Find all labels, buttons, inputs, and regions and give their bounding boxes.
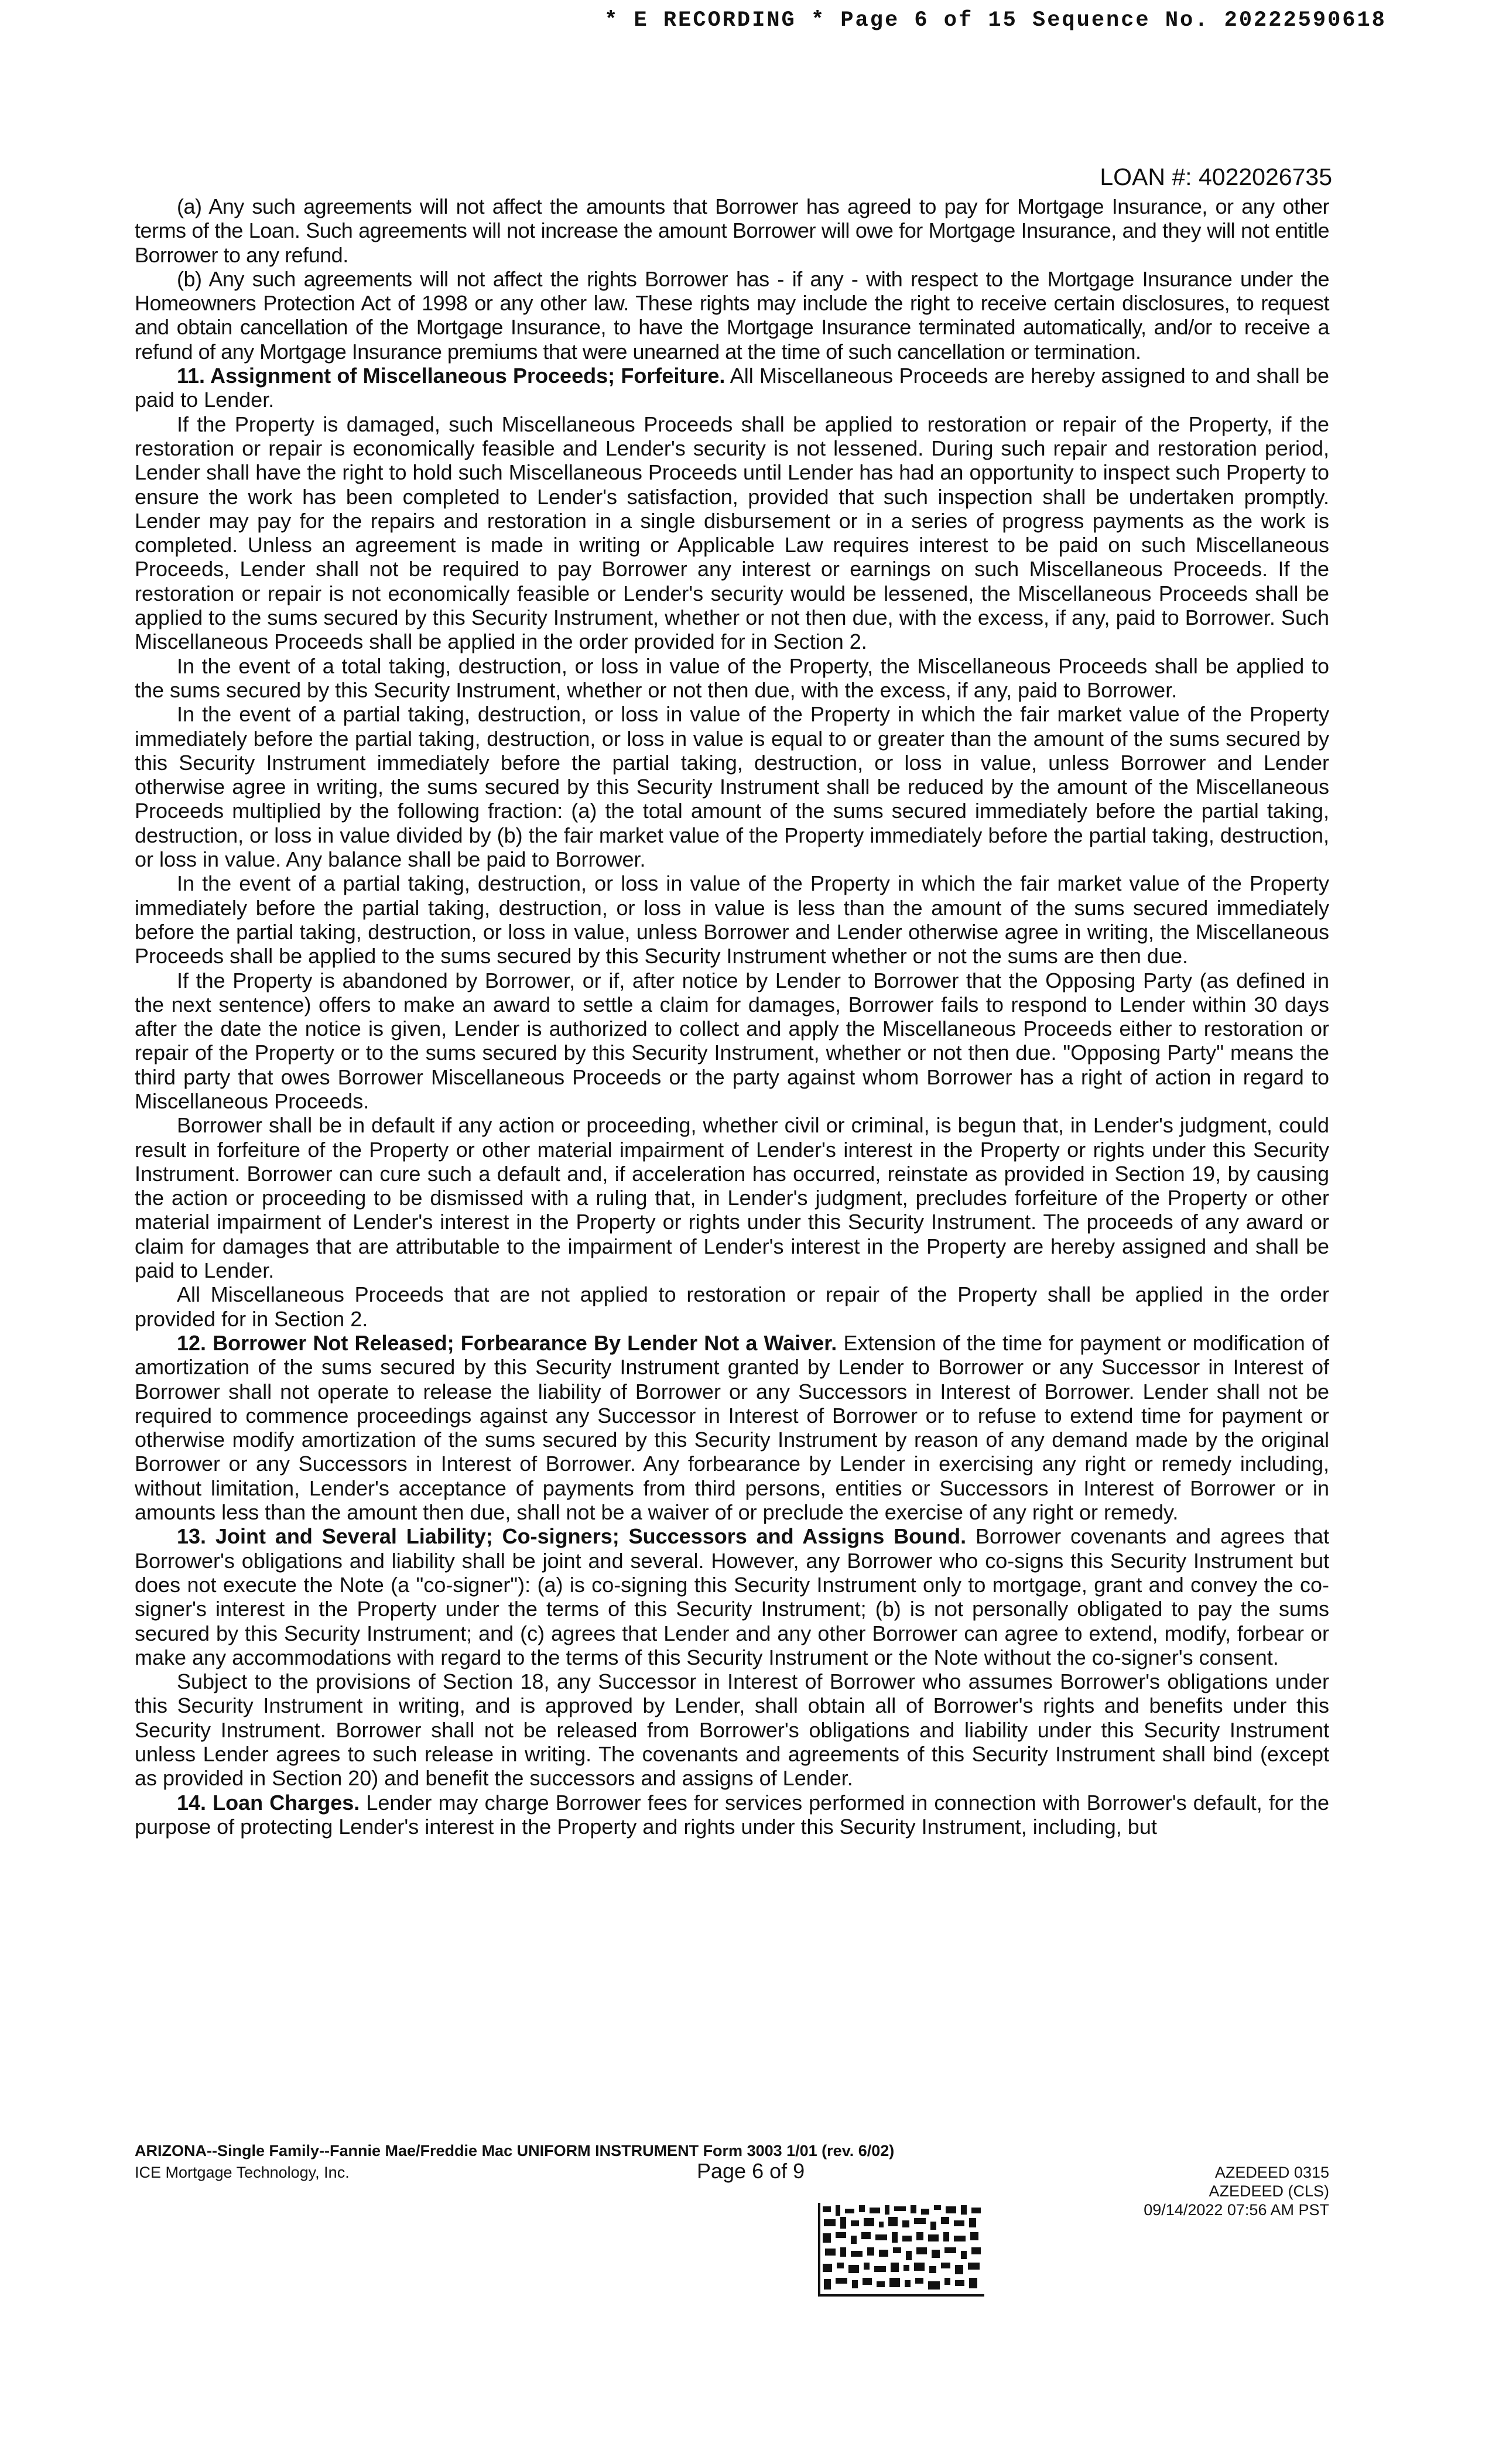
loan-number: LOAN #: 4022026735	[1100, 163, 1332, 190]
barcode-2d-icon	[818, 2203, 984, 2297]
section-text: Borrower covenants and agrees that Borrower's obligations and liability shall be joint and several. However, any Borrower who co-signs this Security Instrument but does not execute the Note (a "co-signer"): (a) is co-signing this Security Instrument only to mortgage, grant and convey the co-signer's interest in the Property under the terms of this Security Instrument; (b) is not personally obligated to pay the sums secured by this Security Instrument; and (c) agrees that Lender and any other Borrower can agree to extend, modify, forbear or make any accommodations with regard to the terms of this Security Instrument or the Note without the co-signer's consent.	[135, 1524, 1330, 1669]
section-heading: 13. Joint and Several Liability; Co-signers; Successors and Assigns Bound.	[177, 1524, 967, 1549]
section-text: All Miscellaneous Proceeds are hereby assigned to and shall be paid to Lender.	[135, 364, 1329, 412]
paragraph: Borrower shall be in default if any action or proceeding, whether civil or criminal, is begun that, in Lender's judgment, could result in forfeiture of the Property or other material impairment of Lender's interest in the Property or rights under this Security Instrument. Borrower can cure such a default and, if acceleration has occurred, reinstate as provided in Section 19, by causing the action or proceeding to be dismissed with a ruling that, in Lender's judgment, precludes forfeiture of the Property or other material impairment of Lender's interest in the Property or rights under this Security Instrument. The proceeds of any award or claim for damages that are attributable to the impairment of Lender's interest in the Property are hereby assigned and shall be paid to Lender.	[135, 1113, 1329, 1283]
paragraph: All Miscellaneous Proceeds that are not applied to restoration or repair of the Property shall be applied in the order provided for in Section 2.	[135, 1282, 1329, 1331]
doc-code-cls: AZEDEED (CLS)	[1209, 2182, 1329, 2200]
footer-codes	[1144, 2163, 1329, 2219]
paragraph: In the event of a total taking, destruction, or loss in value of the Property, the Miscellaneous Proceeds shall be applied to the sums secured by this Security Instrument, whether or not then due, with the excess, if any, paid to Borrower.	[135, 653, 1329, 702]
paragraph: In the event of a partial taking, destruction, or loss in value of the Property in which the fair market value of the Property immediately before the partial taking, destruction, or loss in value is equal to or greater than the amount of the sums secured by this Security Instrument immediately before the partial taking, destruction, or loss in value, unless Borrower and Lender otherwise agree in writing, the sums secured by this Security Instrument shall be reduced by the amount of the Miscellaneous Proceeds multiplied by the following fraction: (a) the total amount of the sums secured immediately before the partial taking, destruction, or loss in value divided by (b) the fair market value of the Property immediately before the partial taking, destruction, or loss in value. Any balance shall be paid to Borrower.	[135, 702, 1329, 872]
recording-header-text: * E RECORDING * Page 6 of 15 Sequence No. 20222590618	[604, 8, 1387, 33]
section-11	[135, 364, 1329, 412]
paragraph: (a) Any such agreements will not affect the amounts that Borrower has agreed to pay for Mortgage Insurance, or any other terms of the Loan. Such agreements will not increase the amount Borrower will owe for Mortgage Insurance, and they will not entitle Borrower to any refund.	[135, 194, 1329, 267]
section-text: Extension of the time for payment or modification of amortization of the sums secured by this Security Instrument granted by Lender to Borrower or any Successor in Interest of Borrower shall not operate to release the liability of Borrower or any Successors in Interest of Borrower. Lender shall not be required to commence proceedings against any Successor in Interest of Borrower or to refuse to extend time for payment or otherwise modify amortization of the sums secured by this Security Instrument by reason of any demand made by the original Borrower or any Successors in Interest of Borrower. Any forbearance by Lender in exercising any right or remedy including, without limitation, Lender's acceptance of payments from third persons, entities or Successors in Interest of Borrower or in amounts less than the amount then due, shall not be a waiver of or preclude the exercise of any right or remedy.	[135, 1330, 1329, 1525]
page-number: Page 6 of 9	[697, 2159, 805, 2183]
section-heading: 12. Borrower Not Released; Forbearance By Lender Not a Waiver.	[177, 1330, 837, 1355]
recording-header	[0, 8, 1499, 33]
doc-code: AZEDEED 0315	[1214, 2164, 1329, 2181]
section-14	[135, 1791, 1329, 1839]
document-body	[135, 194, 1329, 1839]
paragraph: In the event of a partial taking, destruction, or loss in value of the Property in which the fair market value of the Property immediately before the partial taking, destruction, or loss in value is less than the amount of the sums secured immediately before the partial taking, destruction, or loss in value, unless Borrower and Lender otherwise agree in writing, the Miscellaneous Proceeds shall be applied to the sums secured by this Security Instrument whether or not the sums are then due.	[135, 871, 1329, 969]
paragraph: If the Property is damaged, such Miscellaneous Proceeds shall be applied to restoration or repair of the Property, if the restoration or repair is economically feasible and Lender's security is not lessened. During such repair and restoration period, Lender shall have the right to hold such Miscellaneous Proceeds until Lender has had an opportunity to inspect such Property to ensure the work has been completed to Lender's satisfaction, provided that such inspection shall be undertaken promptly. Lender may pay for the repairs and restoration in a single disbursement or in a series of progress payments as the work is completed. Unless an agreement is made in writing or Applicable Law requires interest to be paid on such Miscellaneous Proceeds, Lender shall not be required to pay Borrower any interest or earnings on such Miscellaneous Proceeds. If the restoration or repair is not economically feasible or Lender's security would be lessened, the Miscellaneous Proceeds shall be applied to the sums secured by this Security Instrument, whether or not then due, with the excess, if any, paid to Borrower. Such Miscellaneous Proceeds shall be applied in the order provided for in Section 2.	[135, 412, 1329, 654]
section-12	[135, 1331, 1329, 1524]
vendor-name: ICE Mortgage Technology, Inc.	[135, 2164, 350, 2181]
paragraph: If the Property is abandoned by Borrower, or if, after notice by Lender to Borrower that the Opposing Party (as defined in the next sentence) offers to make an award to settle a claim for damages, Borrower fails to respond to Lender within 30 days after the date the notice is given, Lender is authorized to collect and apply the Miscellaneous Proceeds either to restoration or repair of the Property or to the sums secured by this Security Instrument, whether or not then due. "Opposing Party" means the third party that owes Borrower Miscellaneous Proceeds or the party against whom Borrower has a right of action in regard to Miscellaneous Proceeds.	[135, 968, 1329, 1113]
section-heading: 14. Loan Charges.	[177, 1790, 360, 1815]
section-13	[135, 1524, 1329, 1669]
form-title: ARIZONA--Single Family--Fannie Mae/Freddie Mac UNIFORM INSTRUMENT Form 3003 1/01 (rev. 6/02)	[135, 2142, 895, 2160]
paragraph: (b) Any such agreements will not affect the rights Borrower has - if any - with respect to the Mortgage Insurance under the Homeowners Protection Act of 1998 or any other law. These rights may include the right to receive certain disclosures, to request and obtain cancellation of the Mortgage Insurance, to have the Mortgage Insurance terminated automatically, and/or to receive a refund of any Mortgage Insurance premiums that were unearned at the time of such cancellation or termination.	[135, 266, 1329, 364]
print-timestamp: 09/14/2022 07:56 AM PST	[1144, 2201, 1329, 2219]
section-text: Lender may charge Borrower fees for services performed in connection with Borrower's default, for the purpose of protecting Lender's interest in the Property and rights under this Security Instrument, including, but	[135, 1790, 1329, 1839]
paragraph: Subject to the provisions of Section 18, any Successor in Interest of Borrower who assumes Borrower's obligations under this Security Instrument in writing, and is approved by Lender, shall obtain all of Borrower's rights and benefits under this Security Instrument. Borrower shall not be released from Borrower's obligations and liability under this Security Instrument unless Lender agrees to such release in writing. The covenants and agreements of this Security Instrument shall bind (except as provided in Section 20) and benefit the successors and assigns of Lender.	[135, 1669, 1329, 1791]
section-heading: 11. Assignment of Miscellaneous Proceeds; Forfeiture.	[177, 364, 725, 388]
